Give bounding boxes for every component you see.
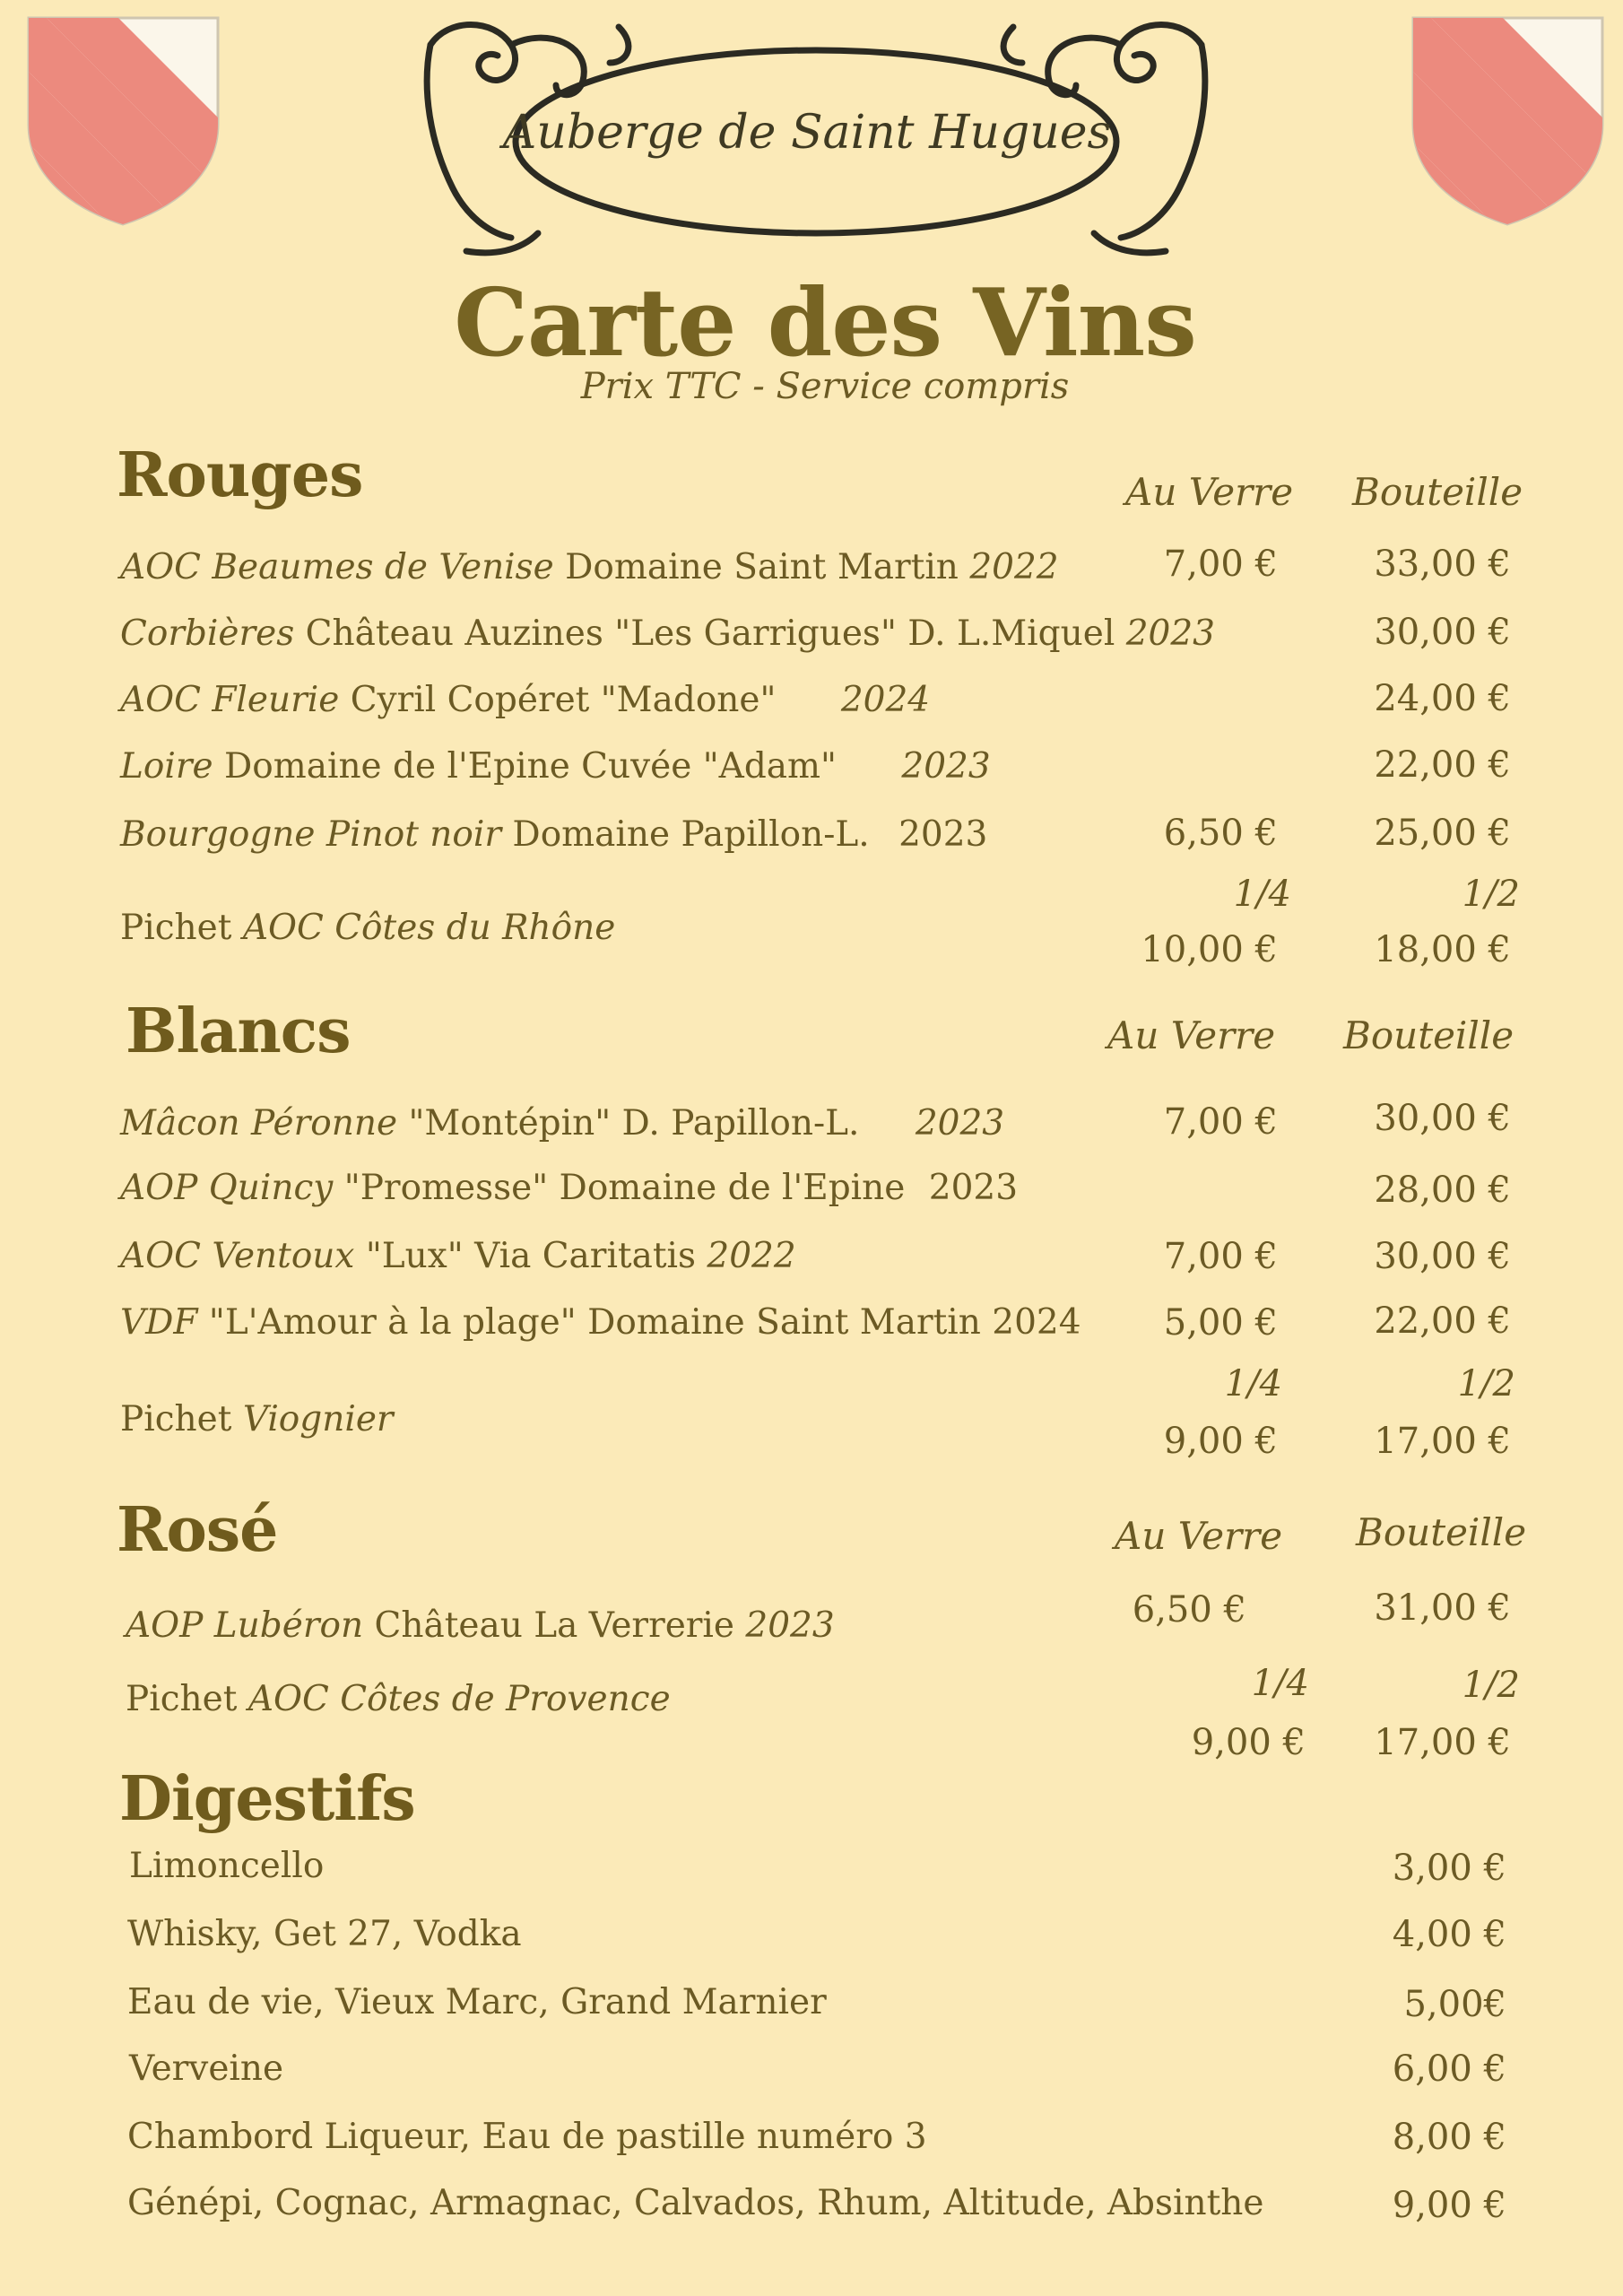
- price-quarter: 10,00 €: [1141, 929, 1278, 970]
- wine-item: AOC Beaumes de Venise Domaine Saint Martin 2022: [120, 547, 1059, 587]
- price-bottle: 24,00 €: [1374, 678, 1511, 719]
- price-digestif: 6,00 €: [1392, 2048, 1506, 2090]
- col-head-glass: Au Verre: [1107, 1013, 1276, 1057]
- col-head-glass: Au Verre: [1125, 470, 1294, 514]
- price-quarter: 9,00 €: [1191, 1722, 1306, 1763]
- wine-item: AOC Ventoux "Lux" Via Caritatis 2022: [120, 1236, 796, 1276]
- pichet-item: Pichet Viognier: [120, 1399, 394, 1439]
- pichet-item: Pichet AOC Côtes du Rhône: [120, 908, 616, 948]
- wine-item: Loire Domaine de l'Epine Cuvée "Adam" 2023: [120, 746, 991, 787]
- page-title: Carte des Vins: [454, 267, 1196, 378]
- restaurant-name: Auberge de Saint Hugues: [502, 106, 1112, 160]
- price-bottle: 28,00 €: [1374, 1170, 1511, 1211]
- price-glass: 7,00 €: [1163, 1101, 1278, 1143]
- pichet-half-label: 1/2: [1462, 1665, 1520, 1706]
- price-bottle: 30,00 €: [1374, 1098, 1511, 1139]
- pichet-half-label: 1/2: [1462, 874, 1520, 915]
- wine-item: AOP Quincy "Promesse" Domaine de l'Epine 2023: [120, 1168, 1019, 1208]
- pichet-half-label: 1/2: [1457, 1363, 1515, 1405]
- page-subtitle: Prix TTC - Service compris: [580, 366, 1070, 407]
- col-head-bottle: Bouteille: [1356, 1510, 1527, 1554]
- wine-item: Bourgogne Pinot noir Domaine Papillon-L. 2023: [120, 814, 988, 855]
- price-digestif: 4,00 €: [1392, 1914, 1506, 1955]
- wine-item: VDF "L'Amour à la plage" Domaine Saint Martin 2024: [120, 1302, 1081, 1343]
- price-glass: 6,50 €: [1163, 813, 1278, 854]
- price-glass: 7,00 €: [1163, 544, 1278, 585]
- section-title-rouges: Rouges: [117, 439, 363, 511]
- col-head-glass: Au Verre: [1115, 1514, 1283, 1558]
- col-head-bottle: Bouteille: [1343, 1013, 1515, 1057]
- price-half: 17,00 €: [1374, 1421, 1511, 1462]
- price-digestif: 3,00 €: [1392, 1848, 1506, 1889]
- pichet-quarter-label: 1/4: [1251, 1663, 1309, 1704]
- price-bottle: 31,00 €: [1374, 1587, 1511, 1629]
- col-head-bottle: Bouteille: [1352, 470, 1523, 514]
- shield-right-icon: [1411, 16, 1604, 227]
- pichet-quarter-label: 1/4: [1224, 1363, 1282, 1405]
- price-digestif: 8,00 €: [1392, 2117, 1506, 2158]
- price-bottle: 25,00 €: [1374, 813, 1511, 854]
- price-glass: 6,50 €: [1132, 1589, 1246, 1631]
- price-bottle: 33,00 €: [1374, 544, 1511, 585]
- price-digestif: 5,00€: [1403, 1984, 1506, 2025]
- pichet-quarter-label: 1/4: [1233, 874, 1291, 915]
- digestif-item: Génépi, Cognac, Armagnac, Calvados, Rhum, Altitude, Absinthe: [127, 2183, 1264, 2223]
- section-title-digestifs: Digestifs: [119, 1763, 415, 1835]
- section-title-rose: Rosé: [117, 1494, 278, 1566]
- price-quarter: 9,00 €: [1163, 1421, 1278, 1462]
- shield-left-icon: [27, 16, 220, 227]
- wine-item: Mâcon Péronne "Montépin" D. Papillon-L. 2023: [120, 1103, 1005, 1144]
- wine-item: Corbières Château Auzines "Les Garrigues" D. L.Miquel 2023: [120, 613, 1215, 654]
- price-digestif: 9,00 €: [1392, 2185, 1506, 2226]
- price-bottle: 30,00 €: [1374, 612, 1511, 653]
- wine-item: AOP Lubéron Château La Verrerie 2023: [126, 1605, 835, 1646]
- digestif-item: Limoncello: [129, 1846, 325, 1886]
- wine-item: AOC Fleurie Cyril Copéret "Madone" 2024: [120, 680, 931, 720]
- digestif-item: Chambord Liqueur, Eau de pastille numéro 3: [127, 2117, 927, 2157]
- digestif-item: Eau de vie, Vieux Marc, Grand Marnier: [127, 1982, 827, 2022]
- price-half: 18,00 €: [1374, 929, 1511, 970]
- price-glass: 5,00 €: [1163, 1302, 1278, 1344]
- digestif-item: Verveine: [129, 2048, 284, 2089]
- pichet-item: Pichet AOC Côtes de Provence: [126, 1679, 671, 1719]
- digestif-item: Whisky, Get 27, Vodka: [127, 1914, 522, 1954]
- price-half: 17,00 €: [1374, 1722, 1511, 1763]
- section-title-blancs: Blancs: [126, 996, 351, 1067]
- price-bottle: 30,00 €: [1374, 1236, 1511, 1277]
- price-bottle: 22,00 €: [1374, 1300, 1511, 1342]
- price-glass: 7,00 €: [1163, 1236, 1278, 1277]
- price-bottle: 22,00 €: [1374, 744, 1511, 786]
